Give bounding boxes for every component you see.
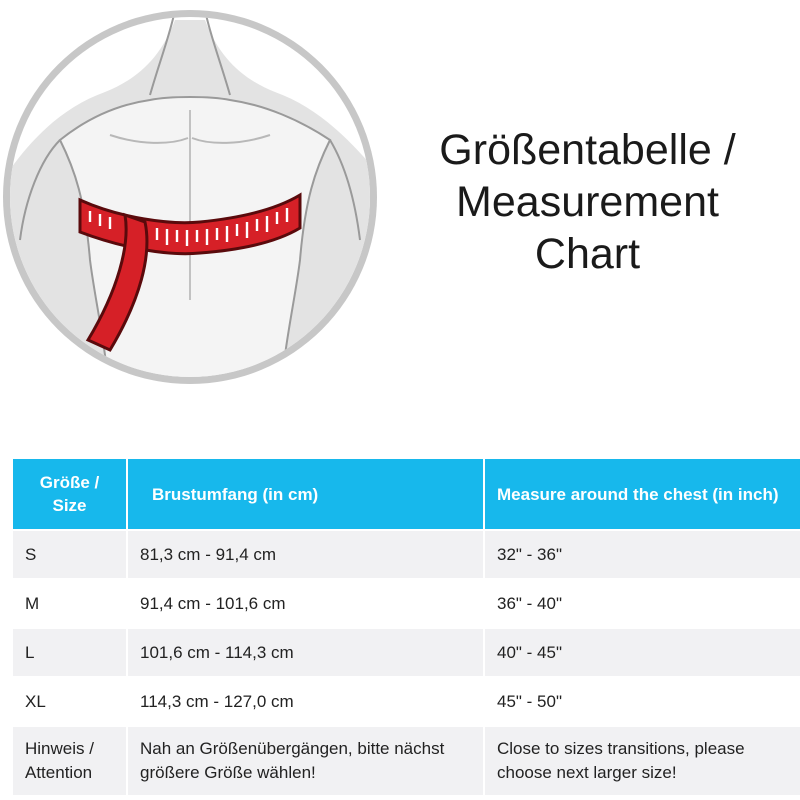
page-title bbox=[400, 124, 775, 280]
note-label: Hinweis / Attention bbox=[13, 726, 127, 795]
table-header-row bbox=[13, 459, 800, 530]
header-chest-inch: Measure around the chest (in inch) bbox=[484, 459, 800, 530]
header-size: Größe / Size bbox=[13, 459, 127, 530]
title-line-3: Chart bbox=[534, 230, 641, 278]
note-row bbox=[13, 726, 800, 795]
title-line-1: Größentabelle / bbox=[439, 126, 736, 174]
chest-measurement-illustration bbox=[0, 0, 390, 400]
inch-cell: 36" - 40" bbox=[484, 579, 800, 628]
table-row bbox=[13, 530, 800, 579]
size-cell: M bbox=[13, 579, 127, 628]
title-line-2: Measurement bbox=[456, 178, 719, 226]
inch-cell: 32" - 36" bbox=[484, 530, 800, 579]
size-table bbox=[13, 459, 800, 795]
table-row bbox=[13, 628, 800, 677]
cm-cell: 114,3 cm - 127,0 cm bbox=[127, 677, 484, 726]
header-chest-cm: Brustumfang (in cm) bbox=[127, 459, 484, 530]
table-row bbox=[13, 677, 800, 726]
chest-measurement-icon bbox=[0, 0, 390, 400]
cm-cell: 91,4 cm - 101,6 cm bbox=[127, 579, 484, 628]
note-text-en: Close to sizes transitions, please choose next larger size! bbox=[484, 726, 800, 795]
size-cell: XL bbox=[13, 677, 127, 726]
inch-cell: 40" - 45" bbox=[484, 628, 800, 677]
note-text-de: Nah an Größenübergängen, bitte nächst größere Größe wählen! bbox=[127, 726, 484, 795]
cm-cell: 81,3 cm - 91,4 cm bbox=[127, 530, 484, 579]
size-cell: S bbox=[13, 530, 127, 579]
cm-cell: 101,6 cm - 114,3 cm bbox=[127, 628, 484, 677]
inch-cell: 45" - 50" bbox=[484, 677, 800, 726]
size-cell: L bbox=[13, 628, 127, 677]
table-row bbox=[13, 579, 800, 628]
